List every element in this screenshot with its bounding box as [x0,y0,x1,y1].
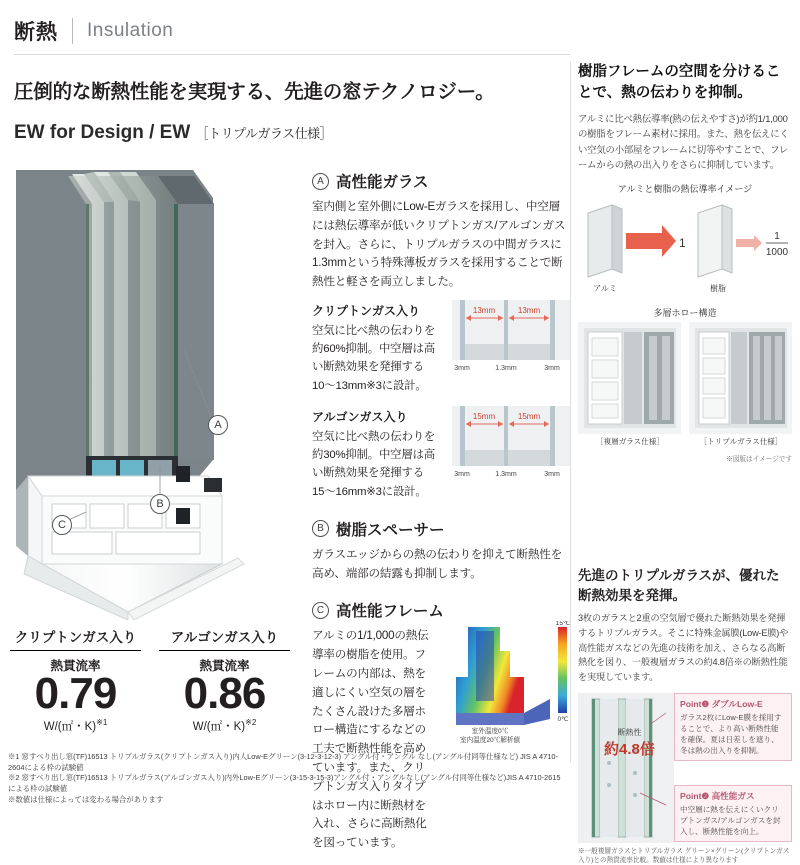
right-body-1: アルミに比べ熱伝導率(熱の伝えやすさ)が約1/1,000の樹脂をフレーム素材に採用。また、熱を伝えにくい空気の小部屋をフレームに切等やすことで、フレームからの熱の出入りをさらに抑制しています。 [578,113,789,170]
callout-a: A [208,415,228,435]
right-section-frame [578,62,792,463]
svg-text:15℃: 15℃ [555,621,571,628]
svg-text:室内温度20℃解析値: 室内温度20℃解析値 [459,737,521,745]
svg-text:13mm: 13mm [472,305,496,315]
feature-item-a [312,170,570,504]
svg-text:室外温度0℃: 室外温度0℃ [471,728,509,736]
value-unit-sup: ※2 [245,718,257,728]
feature-c-mark: C [312,602,329,619]
fig1-caption: アルミと樹脂の熱伝導率イメージ [617,183,753,194]
triple-glass-svg [578,693,674,843]
fig1-left-value: 1 [679,235,686,250]
right-section-triple-glass [578,566,792,865]
svg-text:1.3mm: 1.3mm [495,470,517,478]
point-2 [674,785,792,842]
triple-glass-diagram [578,693,792,843]
product-subtitle [14,122,570,144]
value-unit [8,718,143,734]
header-divider [72,18,73,44]
product-spec: ［トリプルガラス仕様］ [195,126,333,141]
subitem-argon-title: アルゴンガス入り [312,409,408,424]
value-number: 0.79 [34,669,117,718]
svg-text:0℃: 0℃ [557,716,569,724]
fig1-right-value-bottom: 1000 [765,246,789,258]
svg-text:13mm: 13mm [517,305,541,315]
subitem-krypton-body: 空気に比べ熱の伝わりを約60%抑制。中空層は高い断熱効果を発揮する10〜13mm※3に設計。 [312,324,436,392]
svg-text:3mm: 3mm [454,364,470,372]
fig2-caption: 多層ホロー構造 [653,307,717,318]
value-label: 熱貫流率 [199,659,250,673]
subitem-argon [312,408,570,504]
argon-figure-svg [452,406,570,480]
krypton-figure-svg [452,300,570,374]
insulation-ratio [604,727,655,759]
feature-item-c [312,599,570,852]
feature-a-body: 室内側と室外側にLow-Eガラスを採用し、中空層には熱伝導率が低いクリプトンガス/アルゴンガスを封入。さらに、トリプルガラスの中間ガラスに1.3mmという特殊薄板ガラスを採用することで断熱性と軽さを両立しました。 [312,200,566,289]
point-1-title: Point❶ ダブルLow-E [680,698,763,709]
feature-b-title: 樹脂スペーサー [336,521,445,539]
argon-glass-figure [452,406,570,485]
feature-c-body: アルミの1/1,000の熱伝導率の樹脂を使用。フレームの内部は、熱を適しにくい空気の層をたくさん設けた多層ホロー構造にするなどの工夫で断熱性能を高めています。また、クリプトンガス入りタイプはホロー内に断熱材を入れ、さらに高断熱化を図っています。 [312,629,429,850]
feature-b-mark: B [312,520,329,537]
point-1 [674,693,792,761]
window-cutaway-illustration [8,160,308,620]
value-unit [157,718,292,734]
subitem-krypton [312,302,570,398]
feature-a-head [312,170,570,192]
value-rule [10,650,141,651]
fig1-right-value-top: 1 [774,230,780,242]
performance-values [8,626,292,746]
value-number: 0.86 [183,669,266,718]
svg-text:3mm: 3mm [544,470,560,478]
ratio-label: 断熱性 [617,727,642,737]
callout-b: B [150,494,170,514]
triple-glass-note: ※一般複層ガラスとトリプルガラス グリーン×グリーン(クリプトンガス入り)との熱貫流率比較。数値は仕様により異なります [578,847,790,864]
value-unit-text: W/(㎡・K) [43,721,97,733]
fig1-right-label: 樹脂 [710,283,726,293]
krypton-glass-figure [452,300,570,379]
svg-text:3mm: 3mm [454,470,470,478]
svg-text:15mm: 15mm [517,411,541,421]
fig1-left-label: アルミ [593,283,617,293]
feature-a-title: 高性能ガラス [336,174,429,191]
header-title-en: Insulation [87,20,174,41]
ratio-value: 約4.8倍 [604,740,655,758]
conductivity-figure-svg [578,199,792,295]
page-title: 圧倒的な断熱性能を実現する、先進の窓テクノロジー。 [14,81,495,103]
feature-c-head [312,599,570,621]
thermal-figure-svg [438,621,574,749]
value-label: 熱貫流率 [50,659,101,673]
callout-c: C [52,515,72,535]
feature-a-mark: A [312,173,329,190]
subitem-krypton-title: クリプトンガス入り [312,303,421,318]
value-box-krypton [8,626,143,746]
feature-item-b [312,518,570,584]
fig2-right-label: ［トリプルガラス仕様］ [699,436,783,446]
point-2-title: Point❷ 高性能ガス [680,790,755,801]
thermal-analysis-figure [438,621,574,754]
point-2-body: 中空層に熱を伝えにくいクリプトンガス/アルゴンガスを封入し、断熱性能を向上。 [680,804,781,836]
point-1-body: ガラス2枚にLow-E膜を採用することで、より高い断熱性能を確保。夏は日差しを遮り、冬は熱の出入りを抑制。 [680,712,782,755]
footnote-2: ※2 窓すべり出し窓(TF)16513 トリプルガラス(アルゴンガス入り)内外Low-Eグリーン(3-15-3-15-3)アングル付・アングルなし(アングル付同等仕様など)JIS A 4710-2615による枠の試験値 [8,773,561,794]
right-title-1: 樹脂フレームの空間を分けることで、熱の伝わりを抑制。 [578,64,781,102]
value-box-argon [157,626,292,746]
value-unit-sup: ※1 [96,718,108,728]
right-body-2: 3枚のガラスと2重の空気層で優れた断熱効果を発揮するトリプルガラス。そこに特殊金属膜(Low-E膜)や高性能ガスなどの先進の技術を加え、さらなる高断熱化を図り、一般複層ガラスの約4.8倍※の断熱性能を実現しています。 [578,613,789,682]
feature-b-body: ガラスエッジからの熱の伝わりを抑えて断熱性を高め、端部の結露も抑制します。 [312,547,563,580]
footnote-3: ※数値は仕様によっては変わる場合があります [8,794,164,804]
product-name: EW for Design / EW [14,122,191,143]
svg-text:3mm: 3mm [544,364,560,372]
feature-list [312,170,570,853]
footnote-1: ※1 窓すべり出し窓(TF)16513 トリプルガラス(クリプトンガス入り)内人Low-Eグリーン(3-12-3-12-3) アングル付・アングル なし(アングル付同等仕様など) JIS A 4710-2604による枠の試験値 [8,752,558,772]
value-unit-text: W/(㎡・K) [192,721,246,733]
right-title-2: 先進のトリプルガラスが、優れた断熱効果を発揮。 [578,568,780,603]
value-head: アルゴンガス入り [170,630,279,645]
header-rule [14,54,570,55]
fig2-note: ※図版はイメージです [726,455,792,463]
svg-text:15mm: 15mm [472,411,496,421]
value-head: クリプトンガス入り [14,630,137,645]
subitem-argon-body: 空気に比べ熱の伝わりを約30%抑制。中空層は高い断熱効果を発揮する15〜16mm※3に設計。 [312,430,436,498]
page-header [14,16,173,46]
fig2-left-label: ［複層ガラス仕様］ [595,436,665,446]
hollow-structure-figure-svg [578,322,792,448]
svg-text:1.3mm: 1.3mm [495,364,517,372]
cutaway-svg [8,160,308,620]
feature-c-title: 高性能フレーム [336,603,444,621]
feature-b-head [312,518,570,540]
header-title-jp: 断熱 [14,21,58,44]
value-rule [159,650,290,651]
